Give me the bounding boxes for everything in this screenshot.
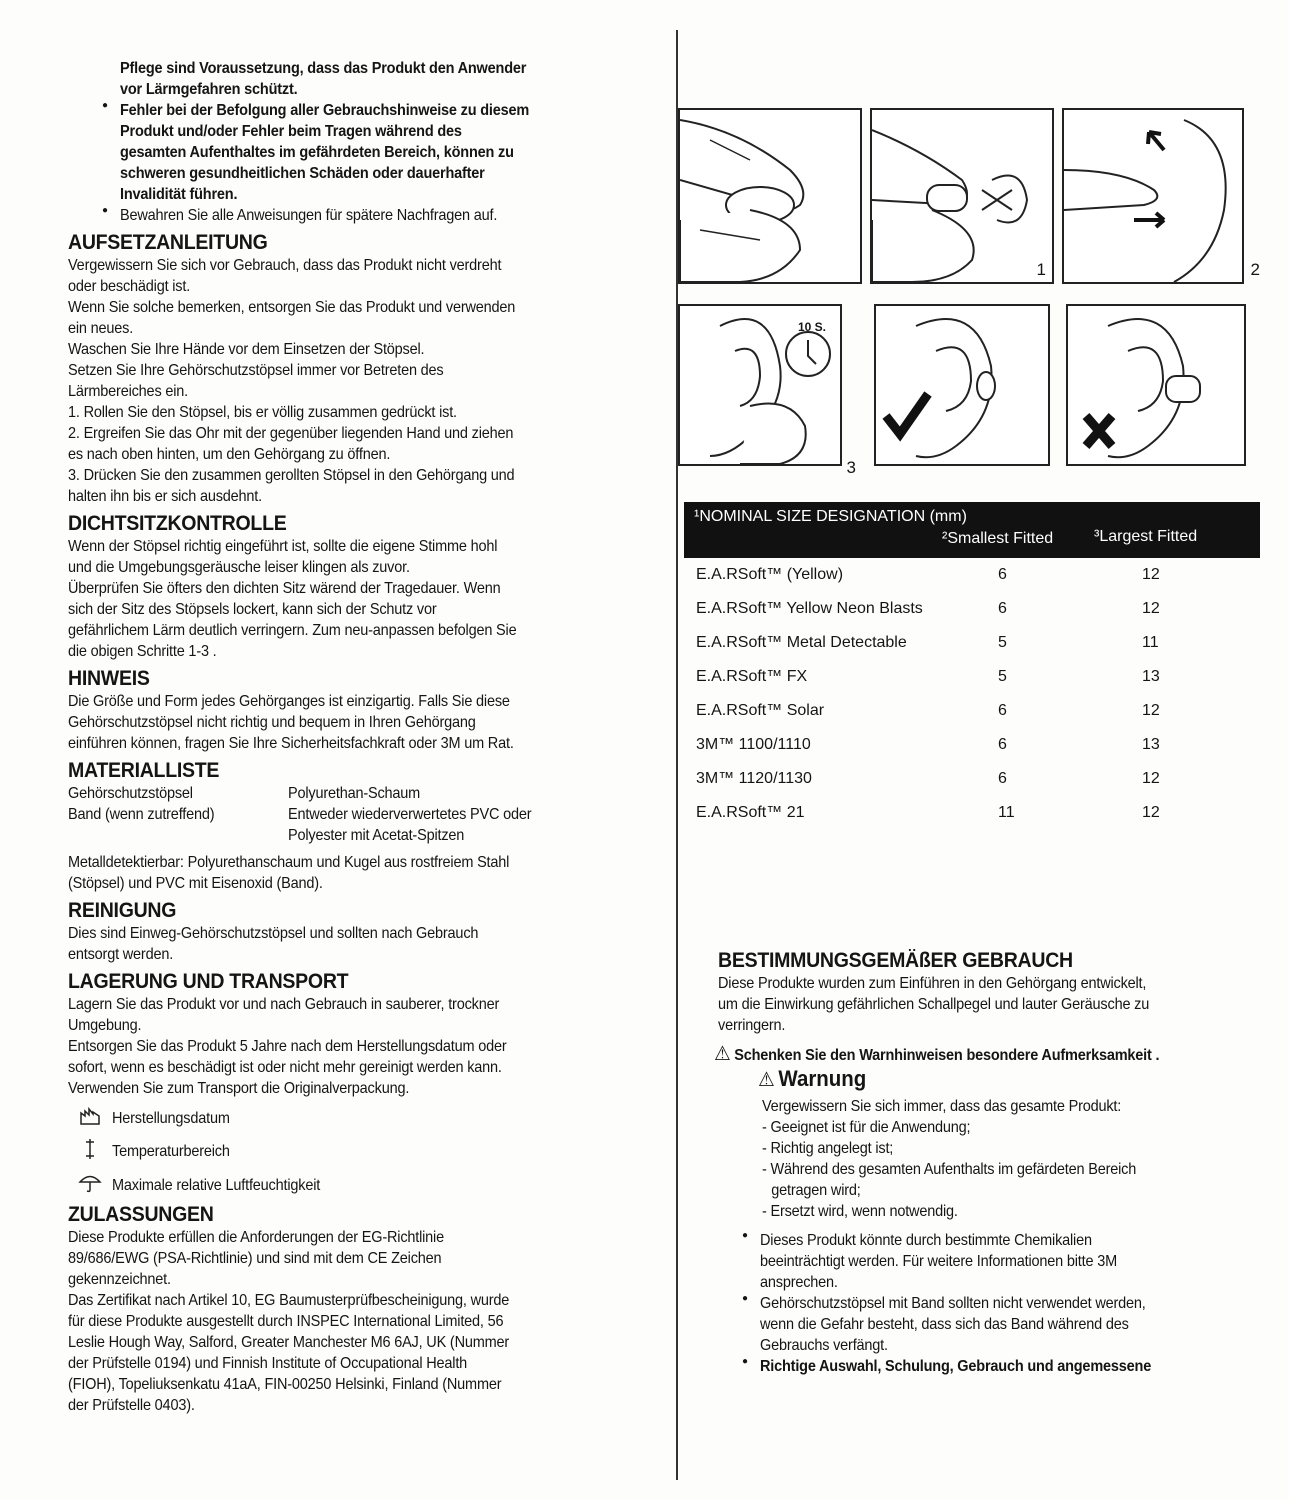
text-line: für diese Produkte ausgestellt durch INSPEC International Limited, 56	[68, 1313, 504, 1330]
text-line: Lagern Sie das Produkt vor und nach Gebrauch in sauberer, trockner	[68, 996, 500, 1013]
bullet-item	[740, 1230, 1278, 1293]
attention-line	[714, 1044, 1239, 1066]
symbol-label: Temperaturbereich	[112, 1143, 230, 1160]
table-row	[684, 558, 1260, 592]
check-item: - Geeignet ist für die Anwendung;	[762, 1119, 971, 1136]
smallest-value: 6	[998, 702, 1007, 719]
material-key: Gehörschutzstöpsel	[68, 785, 193, 802]
figure-correct-fit	[874, 304, 1050, 466]
text-line: (Stöpsel) und PVC mit Eisenoxid (Band).	[68, 875, 323, 892]
figure-number: 3	[846, 458, 856, 477]
intro-bullets	[68, 100, 628, 226]
text-line: 1. Rollen Sie den Stöpsel, bis er völlig zusammen gedrückt ist.	[68, 404, 457, 421]
text-line: Wenn der Stöpsel richtig eingeführt ist, sollte die eigene Stimme hohl	[68, 538, 498, 555]
text-line: gesamten Aufenthaltes im gefährdeten Bereich, können zu	[120, 144, 514, 161]
text-line: um die Einwirkung gefährlichen Schallpegel und lauter Geräusche zu	[718, 996, 1150, 1013]
table-row	[684, 592, 1260, 626]
text-line: gekennzeichnet.	[68, 1271, 171, 1288]
smallest-value: 6	[998, 770, 1007, 787]
section-title: AUFSETZANLEITUNG	[68, 231, 268, 254]
check-item: getragen wird;	[771, 1182, 861, 1199]
timer-label: 10 S.	[798, 320, 827, 334]
humidity-umbrella-icon	[68, 1173, 112, 1198]
check-item: - Während des gesamten Aufenthalts im gefärdeten Bereich	[762, 1161, 1137, 1178]
product-name: E.A.RSoft™ 21	[696, 804, 805, 821]
section-title: DICHTSITZKONTROLLE	[68, 512, 287, 535]
header-designation: ¹NOMINAL SIZE DESIGNATION (mm)	[694, 508, 967, 525]
table-row	[684, 694, 1260, 728]
smallest-value: 6	[998, 600, 1007, 617]
material-key: Band (wenn zutreffend)	[68, 806, 215, 823]
section-title-material: MATERIALLISTE	[68, 759, 220, 782]
text-line: der Prüfstelle 0194) und Finnish Institute of Occupational Health	[68, 1355, 468, 1372]
section-title: HINWEIS	[68, 667, 150, 690]
largest-value: 12	[1142, 566, 1160, 583]
size-table	[684, 502, 1260, 830]
sections-2	[68, 898, 628, 1099]
section-title: LAGERUNG UND TRANSPORT	[68, 970, 349, 993]
text-line: ● Fehler bei der Befolgung aller Gebrauchshinweise zu diesem	[120, 102, 530, 119]
text-line: Waschen Sie Ihre Hände vor dem Einsetzen der Stöpsel.	[68, 341, 425, 358]
figure-number: 2	[1250, 260, 1260, 279]
largest-value: 12	[1142, 600, 1160, 617]
largest-value: 12	[1142, 770, 1160, 787]
text-line: 2. Ergreifen Sie das Ohr mit der gegenüber liegenden Hand und ziehen	[68, 425, 514, 442]
text-line: ansprechen.	[760, 1274, 838, 1291]
intro-continuation	[68, 58, 628, 100]
section-title-zulassungen: ZULASSUNGEN	[68, 1203, 214, 1226]
header-largest: ³Largest Fitted	[1094, 528, 1198, 545]
text-line: 3. Drücken Sie den zusammen gerollten Stöpsel in den Gehörgang und	[68, 467, 515, 484]
text-line: oder beschädigt ist.	[68, 278, 191, 295]
check-item: - Ersetzt wird, wenn notwendig.	[762, 1203, 958, 1220]
text-line: sofort, wenn es beschädigt ist oder nicht mehr gereinigt werden kann.	[68, 1059, 502, 1076]
table-row	[684, 762, 1260, 796]
text-line: die obigen Schritte 1-3 .	[68, 643, 217, 660]
text-line: Setzen Sie Ihre Gehörschutzstöpsel immer vor Betreten des	[68, 362, 444, 379]
material-value: Entweder wiederverwertetes PVC oder	[288, 806, 532, 823]
attention-text: Schenken Sie den Warnhinweisen besondere Aufmerksamkeit .	[734, 1047, 1160, 1064]
text-line: 89/686/EWG (PSA-Richtlinie) und sind mit dem CE Zeichen	[68, 1250, 442, 1267]
text-line: wenn die Gefahr besteht, dass sich das Band während des	[760, 1316, 1129, 1333]
text-line: verringern.	[718, 1017, 786, 1034]
text-line: halten ihn bis er sich ausdehnt.	[68, 488, 262, 505]
text-line: Umgebung.	[68, 1017, 142, 1034]
text-line: ein neues.	[68, 320, 134, 337]
text-line: ● Gehörschutzstöpsel mit Band sollten nicht verwendet werden,	[760, 1295, 1146, 1312]
bullet-item	[100, 100, 628, 205]
product-name: E.A.RSoft™ Yellow Neon Blasts	[696, 600, 923, 617]
largest-value: 12	[1142, 804, 1160, 821]
text-line: Pflege sind Voraussetzung, dass das Produkt den Anwender	[120, 60, 527, 77]
warning-triangle-icon: ⚠	[714, 1043, 731, 1065]
text-line: Leslie Hough Way, Salford, Greater Manchester M6 6AJ, UK (Nummer	[68, 1334, 510, 1351]
smallest-value: 5	[998, 634, 1007, 651]
text-line: Entsorgen Sie das Produkt 5 Jahre nach dem Herstellungsdatum oder	[68, 1038, 507, 1055]
bullet-item	[100, 205, 628, 226]
table-header	[684, 502, 1260, 558]
temperature-icon	[68, 1138, 112, 1165]
section-title-intended-use: BESTIMMUNGSGEMÄßER GEBRAUCH	[718, 949, 1073, 972]
text-line: Gebrauchs verfängt.	[760, 1337, 888, 1354]
figure-roll-earplug	[678, 108, 862, 284]
text-line: entsorgt werden.	[68, 946, 174, 963]
text-line: Überprüfen Sie öfters den dichten Sitz wärend der Tragedauer. Wenn	[68, 580, 501, 597]
warnung-heading	[758, 1066, 1242, 1092]
smallest-value: 11	[998, 804, 1015, 821]
header-smallest: ²Smallest Fitted	[942, 530, 1054, 547]
symbol-label: Maximale relative Luftfeuchtigkeit	[112, 1177, 321, 1194]
left-column	[68, 58, 628, 1416]
text-line: einführen können, fragen Sie Ihre Sicherheitsfachkraft oder 3M um Rat.	[68, 735, 514, 752]
figure-number: 1	[1036, 260, 1046, 279]
product-name: 3M™ 1120/1130	[696, 770, 812, 787]
text-line: vor Lärmgefahren schützt.	[120, 81, 298, 98]
table-row	[684, 660, 1260, 694]
product-name: E.A.RSoft™ Solar	[696, 702, 825, 719]
text-line: Invalidität führen.	[120, 186, 238, 203]
symbol-row	[68, 1173, 628, 1198]
largest-value: 12	[1142, 702, 1160, 719]
text-line: sich der Sitz des Stöpsels lockert, kann sich der Schutz vor	[68, 601, 437, 618]
check-item: - Richtig angelegt ist;	[762, 1140, 894, 1157]
smallest-value: 6	[998, 736, 1007, 753]
text-line: Produkt und/oder Fehler beim Tragen während des	[120, 123, 462, 140]
text-line: Diese Produkte erfüllen die Anforderungen der EG-Richtlinie	[68, 1229, 444, 1246]
factory-date-icon	[68, 1107, 112, 1130]
material-value: Polyester mit Acetat-Spitzen	[288, 827, 465, 844]
smallest-value: 6	[998, 566, 1007, 583]
figure-pull-ear	[1062, 108, 1260, 284]
section-title: REINIGUNG	[68, 899, 177, 922]
text-line: (FIOH), Topeliuksenkatu 41aA, FIN-00250 Helsinki, Finland (Nummer	[68, 1376, 502, 1393]
text-line: Diese Produkte wurden zum Einführen in den Gehörgang entwickelt,	[718, 975, 1147, 992]
symbol-label: Herstellungsdatum	[112, 1110, 230, 1127]
material-note	[68, 852, 628, 894]
product-name: E.A.RSoft™ (Yellow)	[696, 566, 844, 583]
right-bullets	[740, 1230, 1278, 1377]
text-line: Wenn Sie solche bemerken, entsorgen Sie das Produkt und verwenden	[68, 299, 516, 316]
text-line: schweren gesundheitlichen Schäden oder dauerhafter	[120, 165, 485, 182]
table-row	[684, 626, 1260, 660]
product-name: E.A.RSoft™ FX	[696, 668, 808, 685]
sections	[68, 230, 628, 754]
largest-value: 13	[1142, 736, 1160, 753]
text-line: gefährlichem Lärm deutlich verringern. Zum neu-anpassen befolgen Sie	[68, 622, 517, 639]
text-line: Die Größe und Form jedes Gehörganges ist einzigartig. Falls Sie diese	[68, 693, 510, 710]
text-line: ● Richtige Auswahl, Schulung, Gebrauch und angemessene	[760, 1358, 1152, 1375]
symbol-row	[68, 1107, 628, 1130]
text-line: ● Bewahren Sie alle Anweisungen für spätere Nachfragen auf.	[120, 207, 498, 224]
smallest-value: 5	[998, 668, 1007, 685]
checklist	[762, 1096, 1278, 1222]
figure-incorrect-fit	[1066, 304, 1246, 466]
text-line: ● Dieses Produkt könnte durch bestimmte Chemikalien	[760, 1232, 1092, 1249]
text-line: Dies sind Einweg-Gehörschutzstöpsel und sollten nach Gebrauch	[68, 925, 479, 942]
symbol-list	[68, 1107, 628, 1198]
figure-compress-earplug	[870, 108, 1054, 284]
largest-value: 13	[1142, 668, 1160, 685]
warning-triangle-icon: ⚠	[758, 1069, 775, 1091]
text-line: Metalldetektierbar: Polyurethanschaum und Kugel aus rostfreiem Stahl	[68, 854, 510, 871]
material-row	[68, 783, 628, 804]
text-line: Lärmbereiches ein.	[68, 383, 188, 400]
intended-use	[714, 944, 1278, 1377]
text-line: der Prüfstelle 0403).	[68, 1397, 195, 1414]
material-row	[68, 804, 628, 846]
bullet-item	[740, 1356, 1278, 1377]
product-name: 3M™ 1100/1110	[696, 736, 811, 753]
largest-value: 11	[1142, 634, 1159, 651]
table-row	[684, 728, 1260, 762]
table-body	[684, 558, 1260, 830]
symbol-row	[68, 1138, 628, 1165]
zulassungen-text	[68, 1227, 628, 1416]
text-line: Verwenden Sie zum Transport die Originalverpackung.	[68, 1080, 410, 1097]
table-row	[684, 796, 1260, 830]
text-line: und die Umgebungsgeräusche leiser klingen als zuvor.	[68, 559, 410, 576]
text-line: beeinträchtigt werden. Für weitere Informationen bitte 3M	[760, 1253, 1117, 1270]
text-line: Gehörschutzstöpsel nicht richtig und bequem in Ihren Gehörgang	[68, 714, 476, 731]
material-value: Polyurethan-Schaum	[288, 785, 421, 802]
warnung-text: Warnung	[778, 1066, 867, 1091]
text-line: es nach oben hinten, um den Gehörgang zu öffnen.	[68, 446, 391, 463]
bullet-item	[740, 1293, 1278, 1356]
product-name: E.A.RSoft™ Metal Detectable	[696, 634, 907, 651]
text-line: Vergewissern Sie sich immer, dass das gesamte Produkt:	[762, 1098, 1122, 1115]
text-line: Vergewissern Sie sich vor Gebrauch, dass das Produkt nicht verdreht	[68, 257, 502, 274]
text-line: Das Zertifikat nach Artikel 10, EG Baumusterprüfbescheinigung, wurde	[68, 1292, 510, 1309]
figure-insert-earplug	[678, 304, 856, 477]
